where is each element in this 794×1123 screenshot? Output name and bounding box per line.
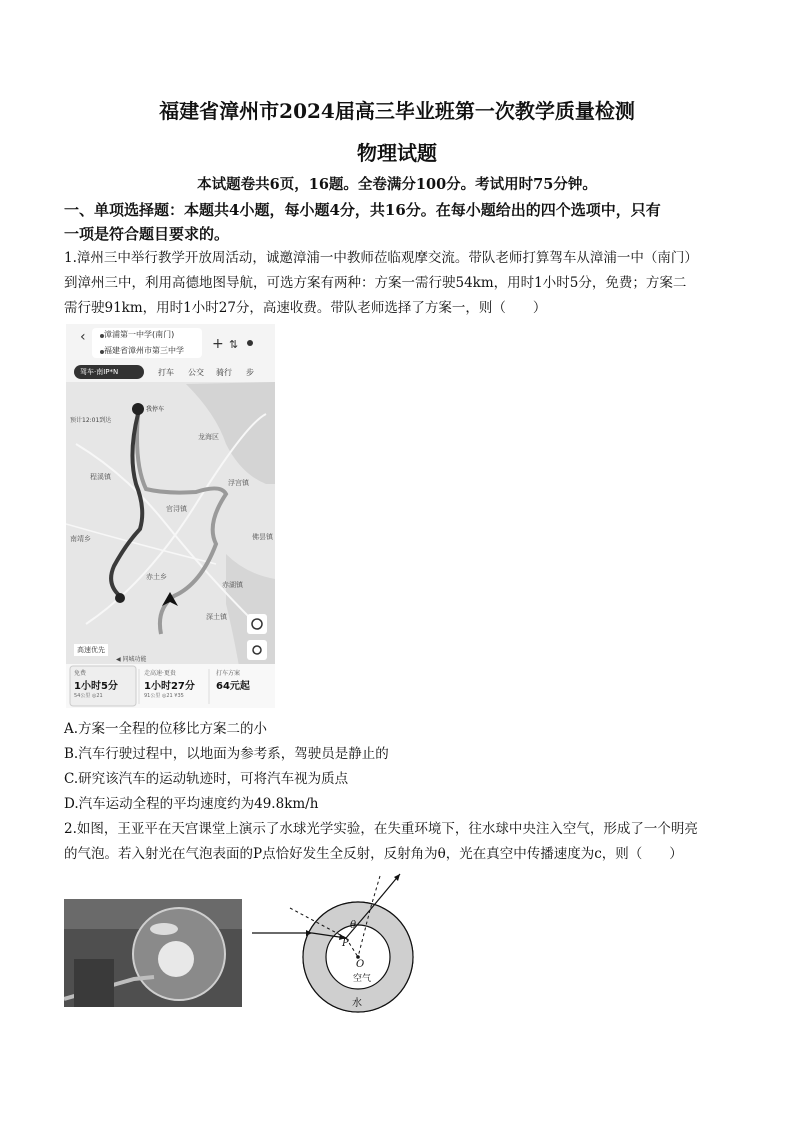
- map-tab-taxi[interactable]: 打车: [158, 368, 174, 377]
- q2-line1: 2.如图，王亚平在天宫课堂上演示了水球光学实验，在失重环境下，往水球中央注入空气，形成了一个明亮: [64, 821, 698, 837]
- map-label-place: 龙海区: [198, 433, 219, 441]
- map-label-destination: 我停车: [146, 406, 165, 413]
- q1-option-a[interactable]: A.方案一全程的位移比方案二的小: [64, 721, 268, 737]
- map-label-place: 深土镇: [206, 613, 227, 621]
- q1-option-b[interactable]: B.汽车行驶过程中，以地面为参考系，驾驶员是静止的: [64, 746, 389, 762]
- map-tab-bike[interactable]: 骑行: [216, 368, 232, 377]
- q1-line2: 到漳州三中，利用高德地图导航，可选方案有两种：方案一需行驶54km，用时1小时5分，免费；方案二: [64, 275, 687, 291]
- q1-option-d[interactable]: D.汽车运动全程的平均速度约为49.8km/h: [64, 796, 319, 812]
- map-label-place: 官浔镇: [166, 505, 187, 513]
- map-label-eta: 预计12:01到达: [70, 417, 112, 424]
- map-label-place: 南靖乡: [70, 535, 91, 543]
- photo-svg: [64, 899, 242, 1007]
- q1-line3: 需行驶91km，用时1小时27分，高速收费。带队老师选择了方案一，则（ ）: [64, 300, 547, 316]
- svg-text:+: +: [212, 336, 224, 352]
- q2-line2: 的气泡。若入射光在气泡表面的P点恰好发生全反射，反射角为θ，光在真空中传播速度为c，则（ ）: [64, 846, 683, 862]
- exam-intro: 本试题卷共6页，16题。全卷满分100分。考试用时75分钟。: [197, 176, 597, 193]
- diagram-theta-label: θ: [350, 920, 357, 931]
- section-heading-line2: 一项是符合题目要求的。: [64, 225, 230, 243]
- map-label-place: 赤土乡: [146, 573, 167, 581]
- exam-subtitle: 物理试题: [357, 141, 437, 165]
- q1-line1: 1.漳州三中举行教学开放周活动，诚邀漳浦一中教师莅临观摩交流。带队老师打算驾车从漳浦一中（南门）: [64, 250, 698, 266]
- map-label-place: 程溪镇: [90, 473, 111, 481]
- plan-tag: 走高速·更贵: [144, 670, 176, 677]
- optics-diagram: [250, 868, 450, 1018]
- plan-card-3[interactable]: [216, 668, 272, 692]
- map-prefer-button[interactable]: 高速优先: [74, 644, 108, 656]
- map-mode-pill[interactable]: 驾车·南IP*N: [80, 368, 119, 376]
- diagram-point-o: O: [356, 959, 365, 970]
- diagram-air-label: 空气: [353, 974, 372, 984]
- exam-title: 福建省漳州市2024届高三毕业班第一次教学质量检测: [159, 99, 635, 123]
- map-label-place: 赤湖镇: [222, 581, 243, 589]
- plan-card-2[interactable]: [144, 668, 206, 699]
- map-label-place: 佛昙镇: [252, 533, 273, 541]
- plan-time: 1小时27分: [144, 681, 195, 692]
- plan-sub: 54公里 ◎21: [74, 693, 103, 699]
- svg-text:‹: ‹: [80, 329, 86, 345]
- plan-card-1[interactable]: [74, 668, 134, 699]
- plan-sub: 91公里 ◎21 ¥35: [144, 693, 184, 699]
- water-sphere-photo: [64, 899, 242, 1007]
- plan-time: 1小时5分: [74, 681, 118, 692]
- map-to-field[interactable]: 福建省漳州市第三中学: [104, 346, 184, 355]
- plan-time: 64元起: [216, 681, 250, 692]
- map-tab-bus[interactable]: 公交: [188, 368, 204, 377]
- map-from-field[interactable]: 漳浦第一中学(南门): [104, 330, 175, 339]
- map-label-place: 浮宫镇: [228, 479, 249, 487]
- section-heading-line1: 一、单项选择题：本题共4小题，每小题4分，共16分。在每小题给出的四个选项中，只有: [64, 201, 661, 219]
- map-screenshot: [66, 324, 275, 708]
- plan-tag: 免费: [74, 670, 87, 677]
- optics-svg: [250, 868, 450, 1018]
- map-tab-walk[interactable]: 步: [246, 368, 254, 377]
- diagram-point-p: P: [342, 938, 349, 949]
- map-nav-hint: ◀ 同城功能: [116, 656, 147, 663]
- diagram-water-label: 水: [352, 998, 362, 1009]
- plan-tag: 打车方案: [216, 670, 241, 677]
- q1-option-c[interactable]: C.研究该汽车的运动轨迹时，可将汽车视为质点: [64, 771, 349, 787]
- svg-text:⇅: ⇅: [229, 338, 239, 351]
